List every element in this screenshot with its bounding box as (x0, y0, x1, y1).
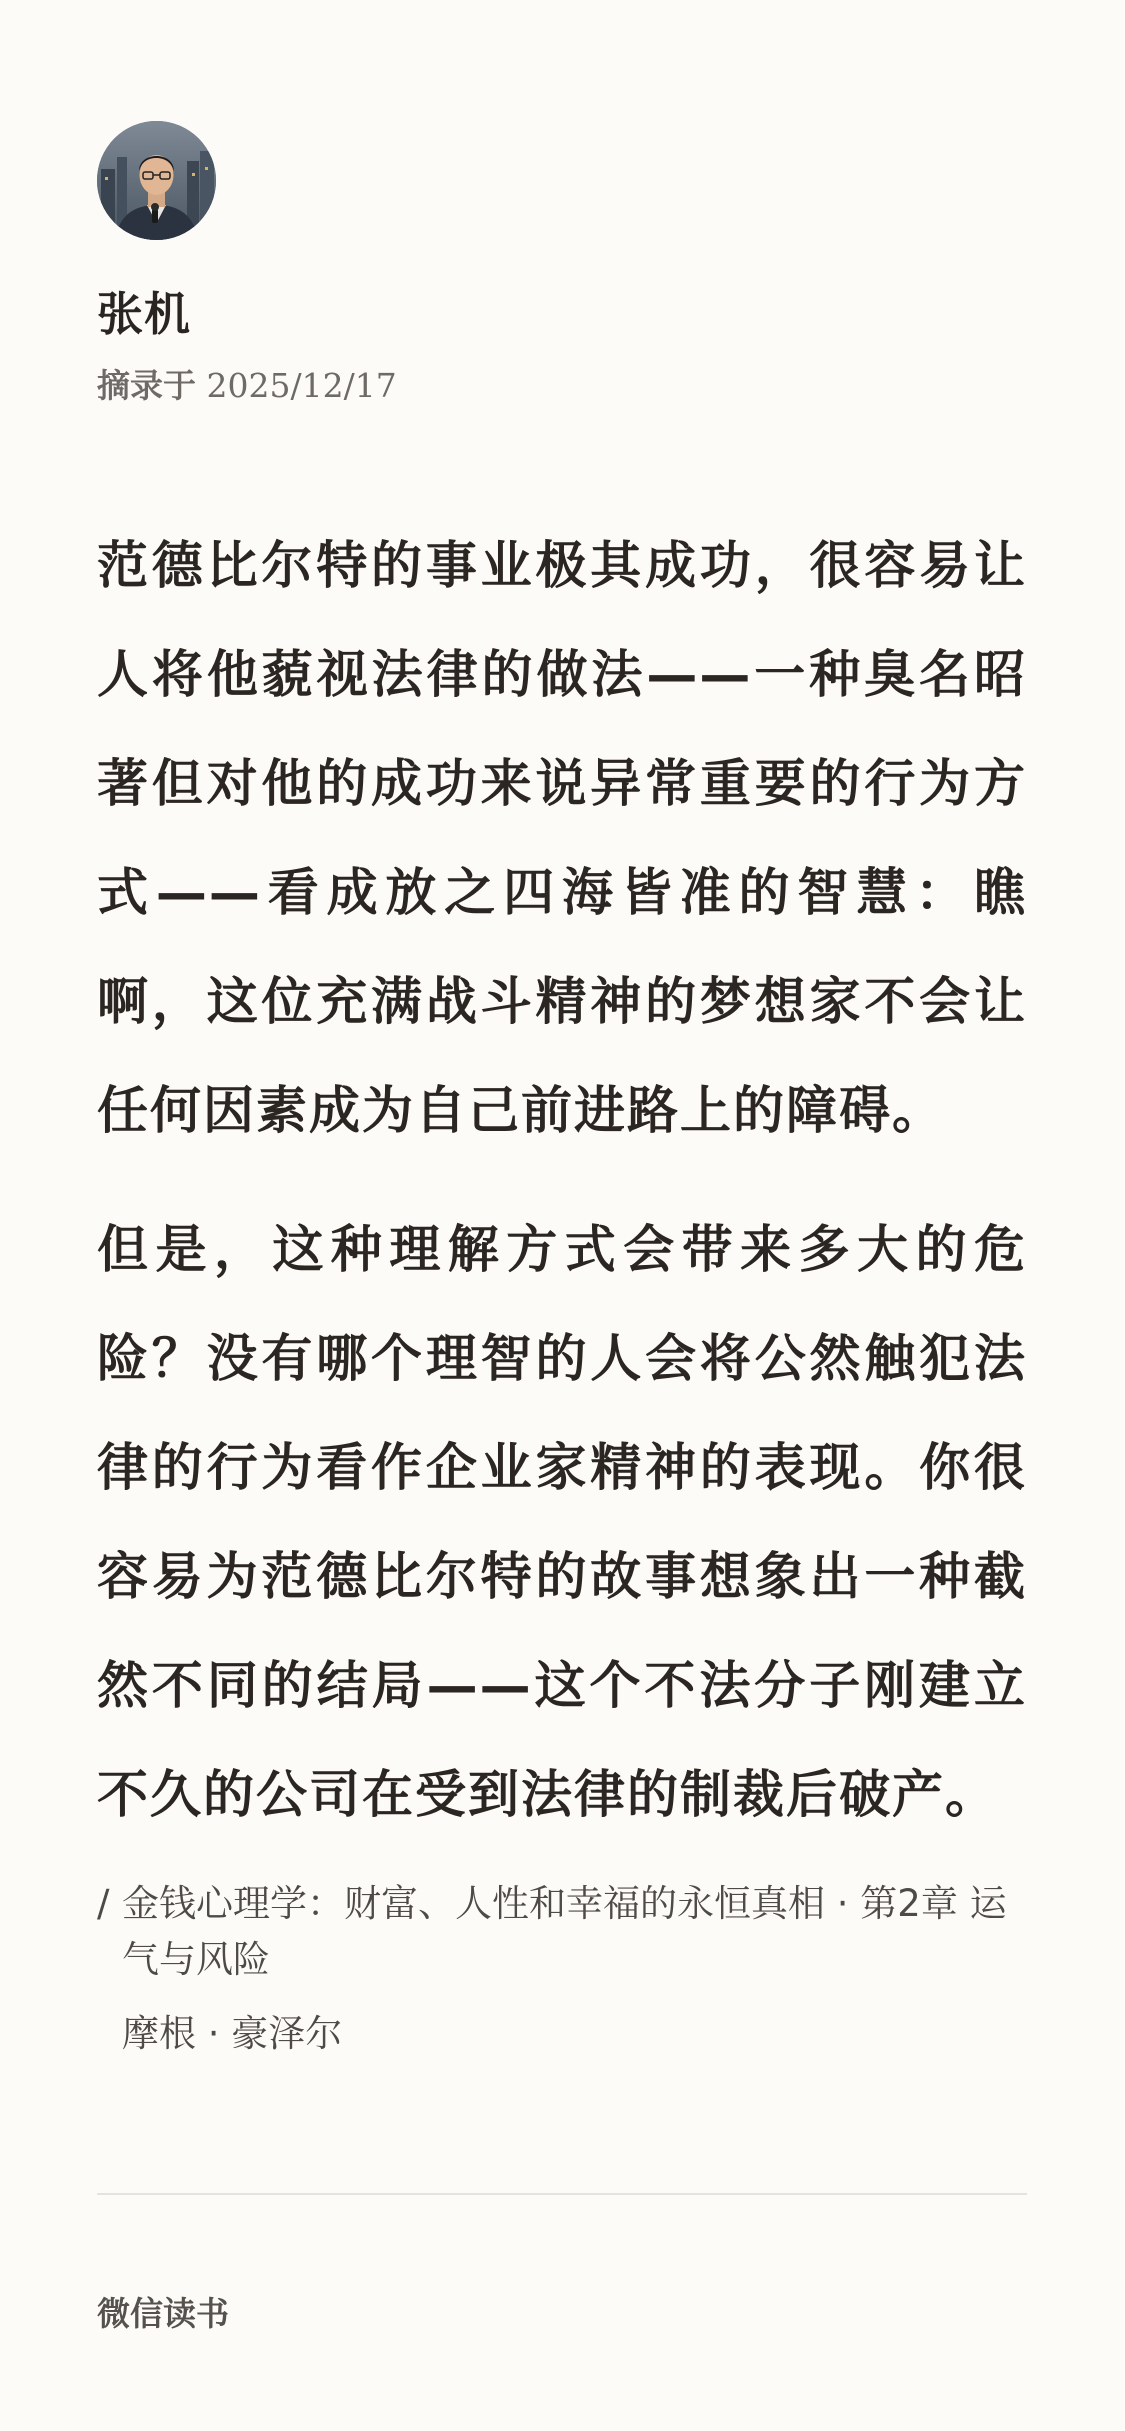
excerpt-label: 摘录于 (97, 366, 196, 405)
quote-paragraph: 范德比尔特的事业极其成功，很容易让人将他藐视法律的做法——一种臭名昭著但对他的成功来说异常重要的行为方式——看成放之四海皆准的智慧：瞧啊，这位充满战斗精神的梦想家不会让任何因素成为自己前进路上的障碍。 (97, 537, 1027, 1141)
book-author: 摩根 · 豪泽尔 (122, 2012, 343, 2055)
quote-body (97, 512, 1027, 1880)
source-slash: / (97, 1882, 110, 1925)
excerpt-date-value: 2025/12/17 (206, 366, 397, 405)
book-title[interactable]: 金钱心理学：财富、人性和幸福的永恒真相 · 第2章 运气与风险 (122, 1882, 1007, 1981)
quote-paragraph: 但是，这种理解方式会带来多大的危险？没有哪个理智的人会将公然触犯法律的行为看作企业家精神的表现。你很容易为范德比尔特的故事想象出一种截然不同的结局——这个不法分子刚建立不久的公司在受到法律的制裁后破产。 (97, 1221, 1027, 1825)
divider (97, 2193, 1027, 2195)
app-name: 微信读书 (97, 2294, 229, 2333)
book-source (97, 1876, 1027, 2062)
excerpt-date (97, 360, 397, 407)
avatar-photo (97, 121, 216, 240)
author-name: 张机 (97, 287, 191, 341)
avatar[interactable] (97, 121, 216, 240)
